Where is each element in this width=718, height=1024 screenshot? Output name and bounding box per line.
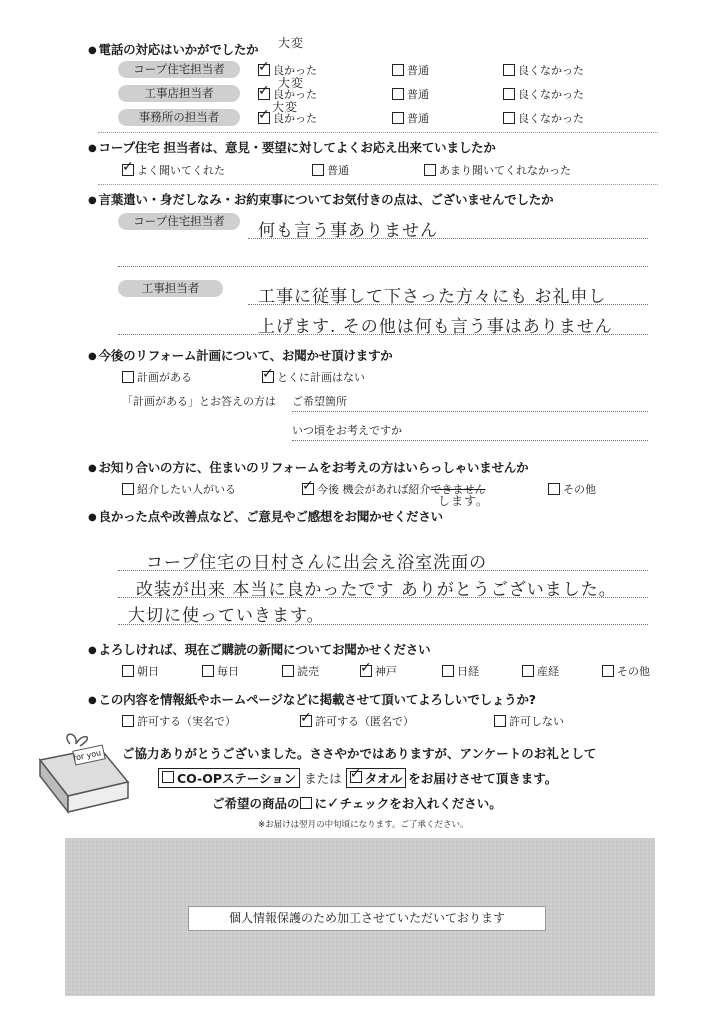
- q1-row1-opt-good[interactable]: ✓ 良かった: [258, 62, 317, 78]
- q3-contractor-answer-1: 工事に従事して下さった方々にも お礼申し: [258, 287, 607, 307]
- q4-followup-prefix: 「計画がある」とお答えの方は: [122, 395, 276, 408]
- answer-line: [118, 266, 648, 267]
- q6-answer-2: 改装が出来 本当に良かったです ありがとうございました。: [136, 580, 617, 600]
- q1-row2-opt-normal[interactable]: 普通: [392, 86, 429, 102]
- answer-line: [118, 570, 648, 571]
- q1-handwriting-2: 大変: [278, 76, 305, 90]
- footer-instruction: ご希望の商品の に ✓ チェックをお入れください。: [212, 794, 502, 812]
- checkbox-checked-icon: [302, 483, 314, 495]
- q1-handwriting-3: 大変: [272, 100, 299, 114]
- checkbox-icon: [122, 483, 134, 495]
- checkbox-icon: [602, 665, 614, 677]
- checkbox-icon: [503, 88, 515, 100]
- divider: [98, 184, 658, 185]
- answer-line: [118, 624, 648, 625]
- gift-book-icon: [30, 730, 135, 820]
- q3-coop-answer: 何も言う事ありません: [258, 221, 438, 241]
- q7-opt-mainichi[interactable]: 毎日: [202, 663, 239, 679]
- checkbox-icon: [392, 88, 404, 100]
- answer-line: [118, 597, 648, 598]
- prize-towel[interactable]: ✓ タオル: [346, 768, 407, 788]
- checkbox-icon: [503, 64, 515, 76]
- checkbox-icon: [494, 715, 506, 727]
- q3-contractor-label: 工事担当者: [118, 280, 223, 297]
- q7-opt-asahi[interactable]: 朝日: [122, 663, 159, 679]
- privacy-notice: 個人情報保護のため加工させていただいております: [188, 906, 546, 931]
- q1-row1-label: コープ住宅担当者: [118, 61, 240, 78]
- q2-opt-not-listened[interactable]: あまり聞いてくれなかった: [424, 162, 571, 178]
- checkbox-icon: [548, 483, 560, 495]
- q1-row2-opt-good[interactable]: ✓ 良かった: [258, 86, 317, 102]
- q8-opt-realname[interactable]: 許可する（実名で）: [122, 713, 236, 729]
- footer-prize-row: [158, 768, 557, 788]
- checkbox-checked-icon: [350, 771, 362, 783]
- q5-title: ● お知り合いの方に、住まいのリフォームをお考えの方はいらっしゃいませんか: [88, 458, 528, 476]
- q1-row3-opt-good[interactable]: ✓ 良かった: [258, 110, 317, 126]
- q3-title: ● 言葉遣い・身だしなみ・お約束事についてお気付きの点は、ございませんでしたか: [88, 190, 553, 208]
- checkbox-icon: [392, 112, 404, 124]
- divider: [98, 132, 658, 133]
- answer-line: [292, 440, 648, 441]
- answer-line: [248, 238, 648, 239]
- checkbox-icon: [392, 64, 404, 76]
- q7-title: ● よろしければ、現在ご購読の新聞についてお聞かせください: [88, 640, 430, 658]
- q7-opt-sankei[interactable]: 産経: [522, 663, 559, 679]
- footer-note: ※お届けは翌月の中旬頃になります。ご了承ください。: [258, 820, 469, 830]
- q1-row3-label: 事務所の担当者: [118, 109, 240, 126]
- q3-coop-label: コープ住宅担当者: [118, 213, 240, 230]
- q4-title: ● 今後のリフォーム計画について、お聞かせ頂けますか: [88, 346, 393, 364]
- checkbox-icon: [282, 665, 294, 677]
- checkbox-icon: [122, 371, 134, 383]
- q5-opt-future-refer[interactable]: ✓ 今後 機会があれば紹介 できません: [302, 481, 486, 497]
- q6-title: ● 良かった点や改善点など、ご意見やご感想をお聞かせください: [88, 507, 443, 525]
- q4-opt-has-plan[interactable]: 計画がある: [122, 369, 192, 385]
- q7-opt-nikkei[interactable]: 日経: [442, 663, 479, 679]
- q1-row1-opt-bad[interactable]: 良くなかった: [503, 62, 584, 78]
- checkbox-checked-icon: [360, 665, 372, 677]
- q5-opt-want-refer[interactable]: 紹介したい人がいる: [122, 481, 236, 497]
- answer-line: [118, 334, 648, 335]
- answer-line: [248, 304, 648, 305]
- checkbox-checked-icon: [258, 112, 270, 124]
- q7-opt-kobe[interactable]: ✓ 神戸: [360, 663, 397, 679]
- checkbox-checked-icon: [300, 715, 312, 727]
- gift-tag-label: for you: [72, 748, 102, 763]
- q7-opt-yomiuri[interactable]: 読売: [282, 663, 319, 679]
- q8-title: ● この内容を情報紙やホームページなどに掲載させて頂いてよろしいでしょうか?: [88, 690, 536, 708]
- q6-answer-1: コープ住宅の日村さんに出会え浴室洗面の: [146, 553, 488, 573]
- q2-opt-normal[interactable]: 普通: [312, 162, 349, 178]
- answer-line: [292, 411, 648, 412]
- footer-deliver-text: をお届けさせて頂きます。: [408, 771, 558, 786]
- q1-handwriting-1: 大変: [278, 36, 305, 50]
- checkbox-icon: [503, 112, 515, 124]
- q6-answer-3: 大切に使っていきます。: [128, 606, 325, 626]
- checkbox-icon: [122, 715, 134, 727]
- q2-title: ● コープ住宅 担当者は、意見・要望に対してよくお応え出来ていましたか: [88, 138, 496, 156]
- q1-row2-opt-bad[interactable]: 良くなかった: [503, 86, 584, 102]
- q2-opt-listened[interactable]: ✓ よく聞いてくれた: [122, 162, 225, 178]
- prize-coop-station[interactable]: CO-OPステーション: [158, 768, 300, 788]
- q1-row1-opt-normal[interactable]: 普通: [392, 62, 429, 78]
- q7-opt-other[interactable]: その他: [602, 663, 650, 679]
- q4-opt-no-plan[interactable]: ✓ とくに計画はない: [262, 369, 365, 385]
- checkbox-icon: [442, 665, 454, 677]
- checkbox-checked-icon: [262, 371, 274, 383]
- checkbox-checked-icon: [122, 164, 134, 176]
- q5-handwriting: します。: [438, 494, 490, 508]
- checkbox-icon: [312, 164, 324, 176]
- checkbox-icon: [122, 665, 134, 677]
- checkbox-icon: [162, 771, 174, 783]
- check-mark-icon: ✓: [327, 794, 340, 812]
- q8-opt-deny[interactable]: 許可しない: [494, 713, 564, 729]
- q1-row2-label: 工事店担当者: [118, 85, 240, 102]
- q8-opt-anonymous[interactable]: ✓ 許可する（匿名で）: [300, 713, 414, 729]
- q1-title: ● 電話の対応はいかがでしたか: [88, 40, 258, 58]
- checkbox-icon: [300, 797, 312, 809]
- q1-row3-opt-bad[interactable]: 良くなかった: [503, 110, 584, 126]
- q4-followup-location: ご希望箇所: [292, 395, 347, 408]
- q4-followup-when: いつ頃をお考えですか: [292, 424, 402, 437]
- q3-contractor-answer-2: 上げます. その他は何も言う事はありません: [258, 317, 613, 337]
- checkbox-icon: [202, 665, 214, 677]
- checkbox-icon: [522, 665, 534, 677]
- footer-or-text: または: [304, 771, 342, 786]
- footer-thanks: ご協力ありがとうございました。ささやかではありますが、アンケートのお礼として: [122, 746, 597, 761]
- checkbox-checked-icon: [258, 88, 270, 100]
- q1-row3-opt-normal[interactable]: 普通: [392, 110, 429, 126]
- checkbox-icon: [424, 164, 436, 176]
- q5-struck-text: できません: [430, 483, 486, 496]
- q5-opt-other[interactable]: その他: [548, 481, 596, 497]
- checkbox-checked-icon: [258, 64, 270, 76]
